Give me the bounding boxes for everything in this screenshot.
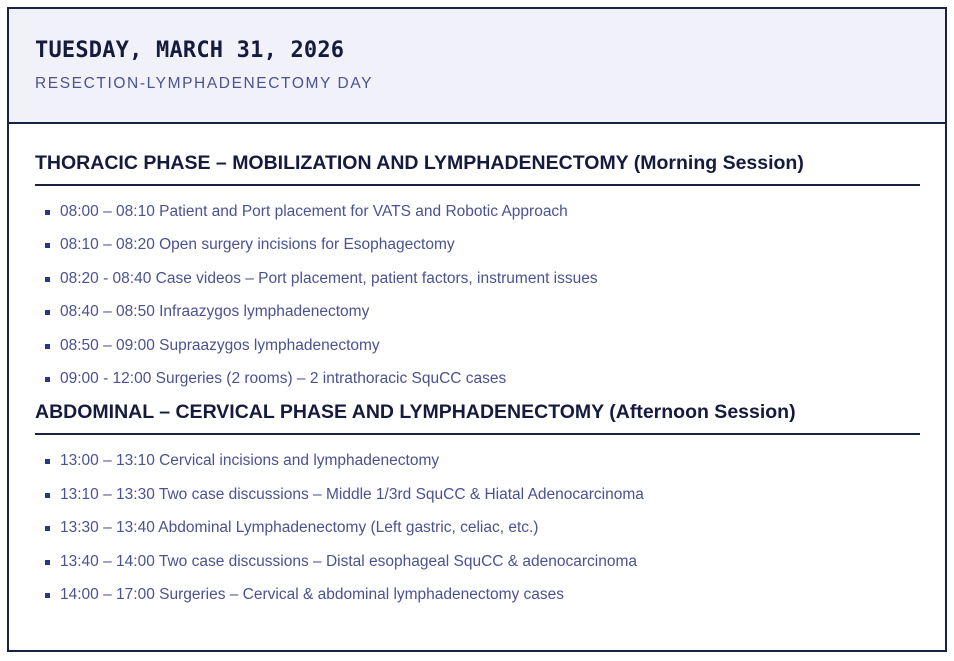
agenda-item-text: 09:00 - 12:00 Surgeries (2 rooms) – 2 intrathoracic SquCC cases: [60, 369, 507, 387]
day-subtitle: RESECTION-LYMPHADENECTOMY DAY: [35, 75, 374, 92]
day-title: TUESDAY, MARCH 31, 2026: [35, 38, 345, 63]
agenda-item: [43, 197, 920, 230]
agenda-item-text: 08:40 – 08:50 Infraazygos lymphadenectomy: [60, 303, 370, 321]
square-bullet-icon: [45, 344, 50, 349]
section-abdominal-cervical: [35, 397, 920, 613]
agenda-item: [43, 297, 920, 330]
agenda-item-text: 13:00 – 13:10 Cervical incisions and lymphadenectomy: [60, 452, 440, 470]
section-title: ABDOMINAL – CERVICAL PHASE AND LYMPHADENECTOMY (Afternoon Session): [35, 401, 920, 435]
agenda-item: [43, 331, 920, 364]
square-bullet-icon: [45, 459, 50, 464]
agenda-item-text: 13:30 – 13:40 Abdominal Lymphadenectomy (Left gastric, celiac, etc.): [60, 519, 539, 537]
square-bullet-icon: [45, 377, 50, 382]
square-bullet-icon: [45, 526, 50, 531]
square-bullet-icon: [45, 560, 50, 565]
section-thoracic: [35, 124, 920, 397]
section-title: THORACIC PHASE – MOBILIZATION AND LYMPHADENECTOMY (Morning Session): [35, 152, 920, 186]
agenda-list: [35, 186, 920, 397]
square-bullet-icon: [45, 277, 50, 282]
agenda-item: [43, 480, 920, 513]
agenda-item: [43, 513, 920, 546]
agenda-item: [43, 264, 920, 297]
agenda-item: [43, 364, 920, 397]
square-bullet-icon: [45, 310, 50, 315]
agenda-list: [35, 435, 920, 613]
agenda-item: [43, 580, 920, 613]
square-bullet-icon: [45, 210, 50, 215]
agenda-item-text: 08:00 – 08:10 Patient and Port placement for VATS and Robotic Approach: [60, 203, 568, 220]
agenda-item: [43, 547, 920, 580]
square-bullet-icon: [45, 243, 50, 248]
agenda-item: [43, 446, 920, 479]
agenda-item-text: 13:40 – 14:00 Two case discussions – Distal esophageal SquCC & adenocarcinoma: [60, 552, 638, 570]
agenda-item-text: 08:50 – 09:00 Supraazygos lymphadenectomy: [60, 336, 380, 354]
schedule-card: [7, 7, 947, 652]
day-header: [9, 9, 945, 124]
schedule-body: [9, 124, 945, 613]
agenda-item-text: 13:10 – 13:30 Two case discussions – Middle 1/3rd SquCC & Hiatal Adenocarcinoma: [60, 485, 644, 503]
agenda-item-text: 14:00 – 17:00 Surgeries – Cervical & abdominal lymphadenectomy cases: [60, 585, 565, 603]
agenda-item: [43, 230, 920, 263]
square-bullet-icon: [45, 593, 50, 598]
agenda-item-text: 08:10 – 08:20 Open surgery incisions for Esophagectomy: [60, 236, 455, 254]
square-bullet-icon: [45, 493, 50, 498]
agenda-item-text: 08:20 - 08:40 Case videos – Port placement, patient factors, instrument issues: [60, 269, 598, 287]
